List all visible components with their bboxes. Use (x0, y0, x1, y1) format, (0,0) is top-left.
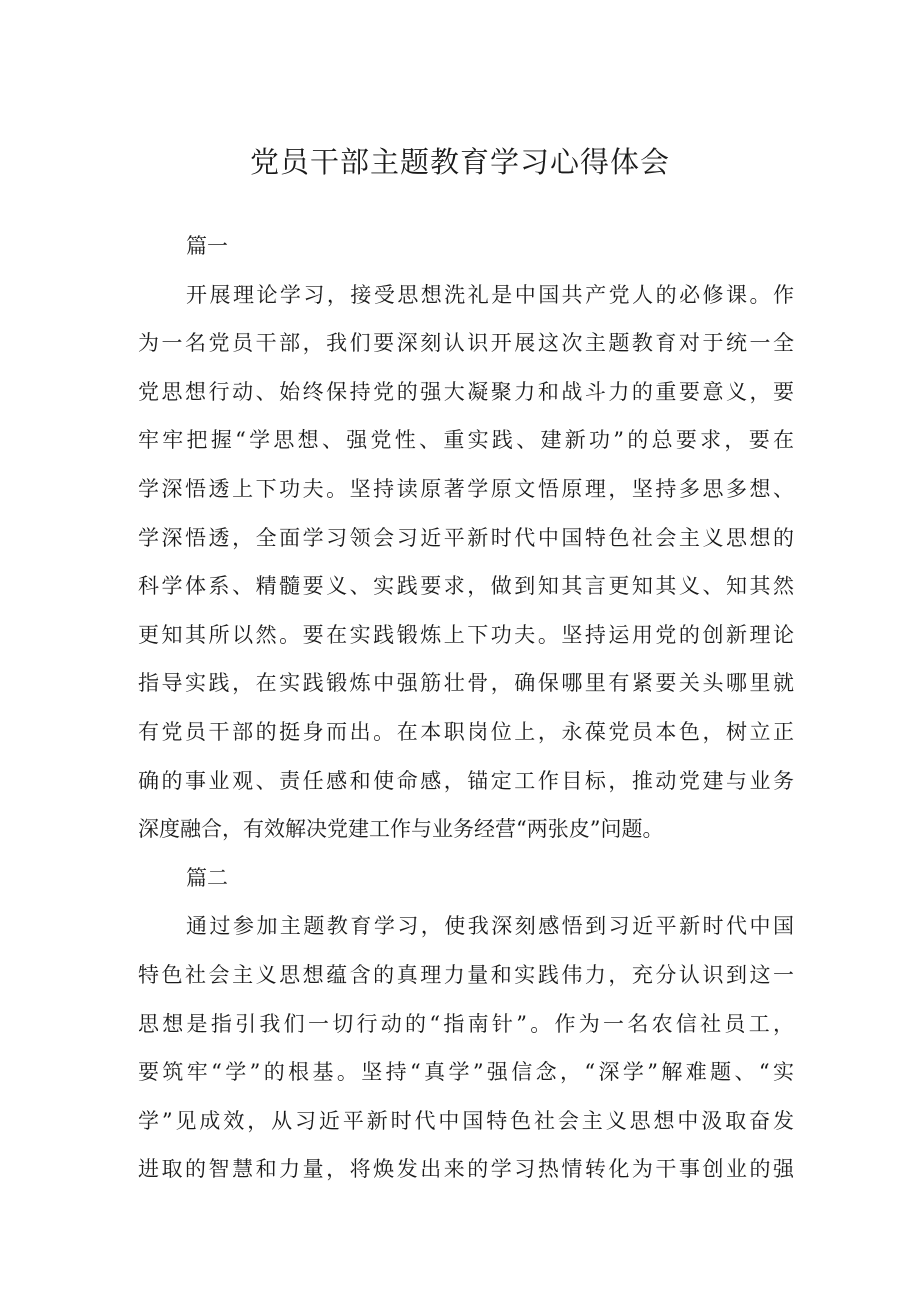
paragraph-line: 特色社会主义思想蕴含的真理力量和实践伟力，充分认识到这一 (138, 962, 794, 987)
section-heading: 篇一 (186, 234, 228, 258)
paragraph-line: 学深悟透上下功夫。坚持读原著学原文悟原理，坚持多思多想、 (138, 476, 794, 501)
paragraph-line: 确的事业观、责任感和使命感，锚定工作目标，推动党建与业务 (138, 768, 794, 793)
paragraph-line: 牢牢把握“学思想、强党性、重实践、建新功”的总要求，要在 (138, 428, 794, 453)
paragraph-line: 指导实践，在实践锻炼中强筋壮骨，确保哪里有紧要关头哪里就 (138, 671, 794, 696)
paragraph-line: 科学体系、精髓要义、实践要求，做到知其言更知其义、知其然 (138, 574, 794, 599)
document-body (138, 222, 794, 1194)
paragraph-line: 思想是指引我们一切行动的“指南针”。作为一名农信社员工， (138, 1011, 794, 1036)
section-heading: 篇二 (186, 865, 228, 890)
document-title: 党员干部主题教育学习心得体会 (249, 145, 670, 179)
paragraph-line: 深度融合，有效解决党建工作与业务经营“两张皮”问题。 (138, 817, 664, 842)
paragraph-line: 为一名党员干部，我们要深刻认识开展这次主题教育对于统一全 (138, 331, 794, 356)
paragraph-line: 进取的智慧和力量，将焕发出来的学习热情转化为干事创业的强 (138, 1157, 794, 1182)
paragraph-line: 学”见成效，从习近平新时代中国特色社会主义思想中汲取奋发 (138, 1108, 794, 1133)
paragraph-line: 通过参加主题教育学习，使我深刻感悟到习近平新时代中国 (186, 914, 794, 939)
paragraph-line: 要筑牢“学”的根基。坚持“真学”强信念，“深学”解难题、“实 (138, 1060, 794, 1085)
paragraph-line: 学深悟透，全面学习领会习近平新时代中国特色社会主义思想的 (138, 525, 794, 550)
paragraph-line: 开展理论学习，接受思想洗礼是中国共产党人的必修课。作 (186, 282, 794, 307)
paragraph-line: 有党员干部的挺身而出。在本职岗位上，永葆党员本色，树立正 (138, 719, 794, 744)
paragraph-line: 党思想行动、始终保持党的强大凝聚力和战斗力的重要意义，要 (138, 379, 794, 404)
paragraph-line: 更知其所以然。要在实践锻炼上下功夫。坚持运用党的创新理论 (138, 622, 794, 647)
